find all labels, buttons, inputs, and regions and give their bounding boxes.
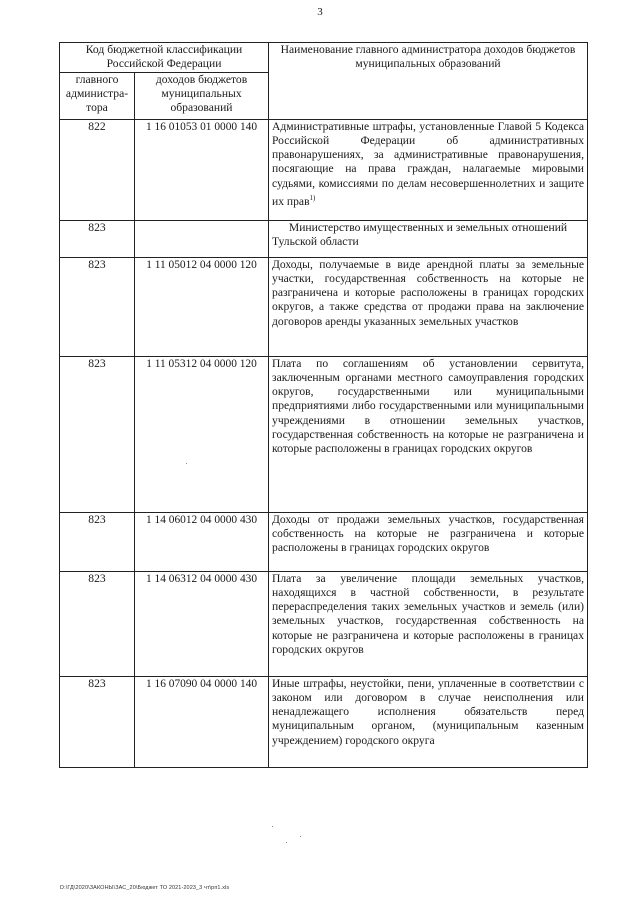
header-income-column: доходов бюджетов муниципальных образований [135, 72, 269, 119]
budget-code-cell: 1 11 05012 04 0000 120 [135, 257, 269, 356]
revenue-name-text: Административные штрафы, установленные Главой 5 Кодекса Российской Федерации об административных правонарушениях, за административные правонарушения, посягающие на права граждан, налагаемые мировыми судьями, комиссиями по делам несовершеннолетних и защите их прав [272, 119, 585, 208]
table-row [60, 119, 588, 220]
budget-code-cell [135, 220, 269, 257]
revenue-name-cell: Доходы, получаемые в виде арендной платы за земельные участки, государственная собственность на которые не разграничена и которые расположены в границах городских округов, а также средства от продажи права на заключение договоров аренды указанных земельных участков [269, 257, 588, 356]
admin-code-cell: 822 [60, 119, 135, 220]
table-row [60, 257, 588, 356]
table-row [60, 512, 588, 571]
page-number: 3 [317, 6, 323, 18]
admin-code-cell: 823 [60, 220, 135, 257]
table-header-row [60, 43, 588, 73]
revenue-name-cell: Плата за увеличение площади земельных участков, находящихся в частной собственности, в результате перераспределения таких земельных участков и земель (или) земельных участков, государственная собственность на которые не разграничена и которые расположены в границах городских округов [269, 571, 588, 676]
file-path-footer: D:\ГД\2020\ЗАКОНЫ\ЗАС_20\Бюджет ТО 2021-2023_3 чт\рп1.xls [60, 885, 230, 891]
revenue-administrators-table [59, 42, 588, 768]
admin-code-cell: 823 [60, 512, 135, 571]
budget-code-cell: 1 16 07090 04 0000 140 [135, 676, 269, 767]
header-code-group: Код бюджетной классификации Российской Федерации [60, 43, 269, 73]
table-row [60, 676, 588, 767]
revenue-name-cell: Иные штрафы, неустойки, пени, уплаченные в соответствии с законом или договором в случае неисполнения или ненадлежащего исполнения обязательств перед муниципальным органом, (муниципальным казенным учреждением) городского округа [269, 676, 588, 767]
table-row [60, 220, 588, 257]
admin-code-cell: 823 [60, 257, 135, 356]
admin-code-cell: 823 [60, 676, 135, 767]
budget-code-cell: 1 14 06012 04 0000 430 [135, 512, 269, 571]
scan-speck [300, 836, 301, 837]
scan-speck [272, 826, 273, 827]
header-name-column: Наименование главного администратора доходов бюджетов муниципальных образований [269, 43, 588, 120]
admin-code-cell: 823 [60, 356, 135, 512]
scan-speck [186, 463, 187, 464]
budget-code-cell: 1 14 06312 04 0000 430 [135, 571, 269, 676]
administrator-section-title: Министерство имущественных и земельных отношений Тульской области [269, 220, 588, 257]
revenue-name-cell: Доходы от продажи земельных участков, государственная собственность на которые не разграничена и которые расположены в границах городских округов [269, 512, 588, 571]
table-row [60, 356, 588, 512]
admin-code-cell: 823 [60, 571, 135, 676]
footnote-mark: 1) [309, 194, 316, 203]
header-admin-column: главного администра-тора [60, 72, 135, 119]
revenue-name-cell [269, 119, 588, 220]
revenue-name-cell: Плата по соглашениям об установлении сервитута, заключенным органами местного самоуправления городских округов, государственными или муниципальными предприятиями либо государственными или муниципальными учреждениями в отношении земельных участков, государственная собственность на которые не разграничена и которые расположены в границах городских округов [269, 356, 588, 512]
table-row [60, 571, 588, 676]
budget-code-cell: 1 11 05312 04 0000 120 [135, 356, 269, 512]
budget-code-cell: 1 16 01053 01 0000 140 [135, 119, 269, 220]
scan-speck [286, 842, 287, 843]
